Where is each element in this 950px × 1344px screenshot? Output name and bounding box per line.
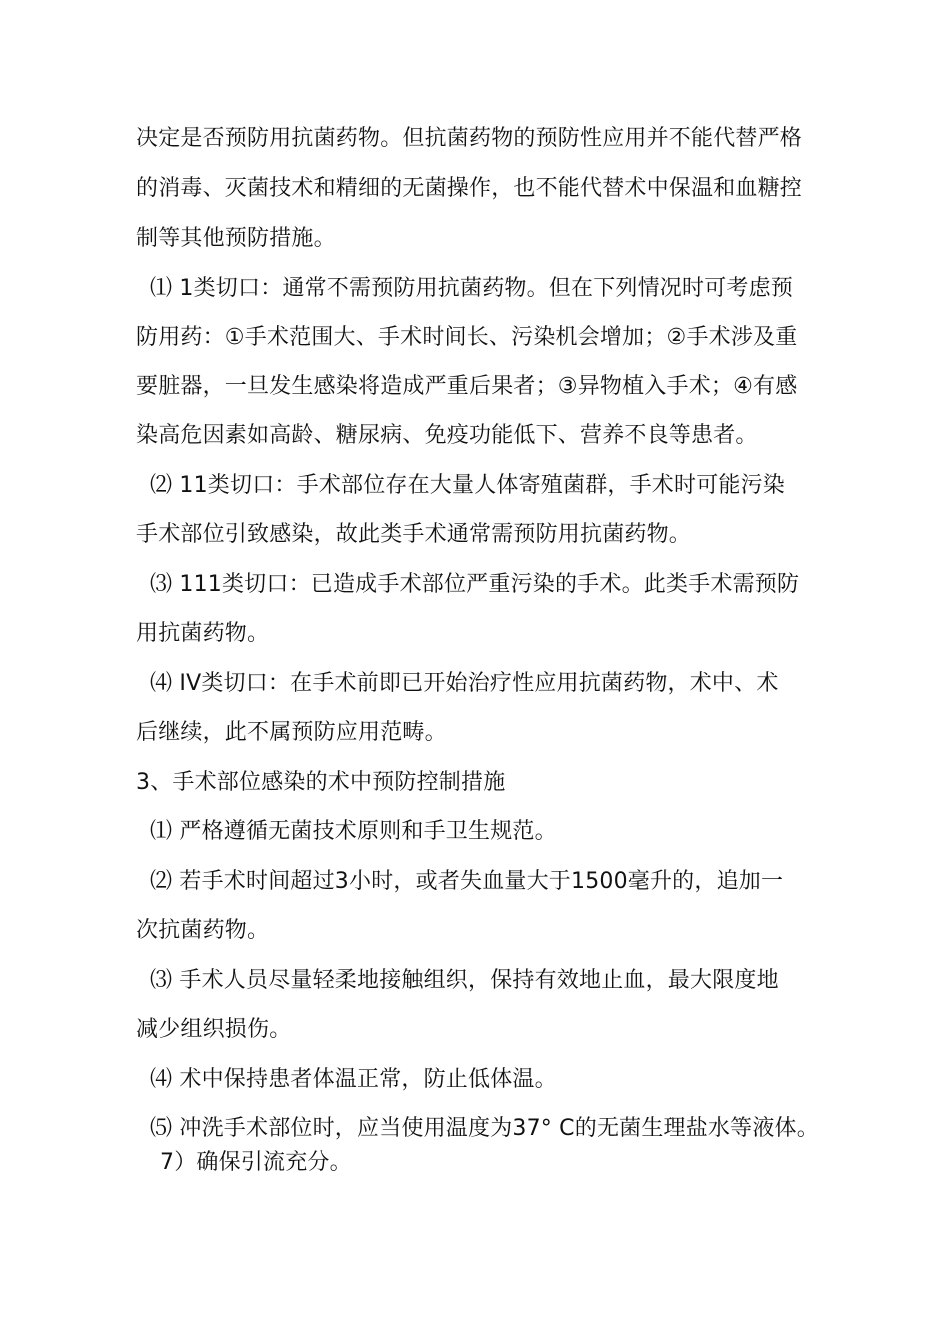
text-line: ⑵ 若手术时间超过3小时，或者失血量大于1500毫升的，追加一	[150, 869, 784, 894]
text-line: 减少组织损伤。	[136, 1017, 292, 1042]
text-line: 防用药：①手术范围大、手术时间长、污染机会增加；②手术涉及重	[136, 325, 798, 350]
text-line: 要脏器，一旦发生感染将造成严重后果者；③异物植入手术；④有感	[136, 374, 798, 399]
text-line: 用抗菌药物。	[136, 621, 270, 646]
text-line: ⑷ IV类切口：在手术前即已开始治疗性应用抗菌药物，术中、术	[150, 671, 779, 696]
text-line: ⑴ 1类切口：通常不需预防用抗菌药物。但在下列情况时可考虑预	[150, 276, 793, 301]
text-line: ⑸ 冲洗手术部位时，应当使用温度为37° C的无菌生理盐水等液体。	[150, 1116, 819, 1141]
text-line: ⑶ 手术人员尽量轻柔地接触组织，保持有效地止血，最大限度地	[150, 968, 779, 993]
section-heading: 3、手术部位感染的术中预防控制措施	[136, 770, 506, 795]
text-line: 后继续，此不属预防应用范畴。	[136, 720, 447, 745]
text-line: 决定是否预防用抗菌药物。但抗菌药物的预防性应用并不能代替严格	[136, 126, 803, 151]
text-line: 7）确保引流充分。	[160, 1150, 352, 1175]
text-line: 手术部位引致感染，故此类手术通常需预防用抗菌药物。	[136, 522, 692, 547]
text-line: 次抗菌药物。	[136, 918, 270, 943]
text-line: ⑴ 严格遵循无菌技术原则和手卫生规范。	[150, 819, 557, 844]
text-line: 制等其他预防措施。	[136, 226, 336, 251]
text-line: 染高危因素如高龄、糖尿病、免疫功能低下、营养不良等患者。	[136, 423, 758, 448]
text-line: ⑷ 术中保持患者体温正常，防止低体温。	[150, 1067, 557, 1092]
text-line: ⑵ 11类切口：手术部位存在大量人体寄殖菌群，手术时可能污染	[150, 473, 785, 498]
text-line: ⑶ 111类切口：已造成手术部位严重污染的手术。此类手术需预防	[150, 572, 800, 597]
text-line: 的消毒、灭菌技术和精细的无菌操作，也不能代替术中保温和血糖控	[136, 176, 803, 201]
